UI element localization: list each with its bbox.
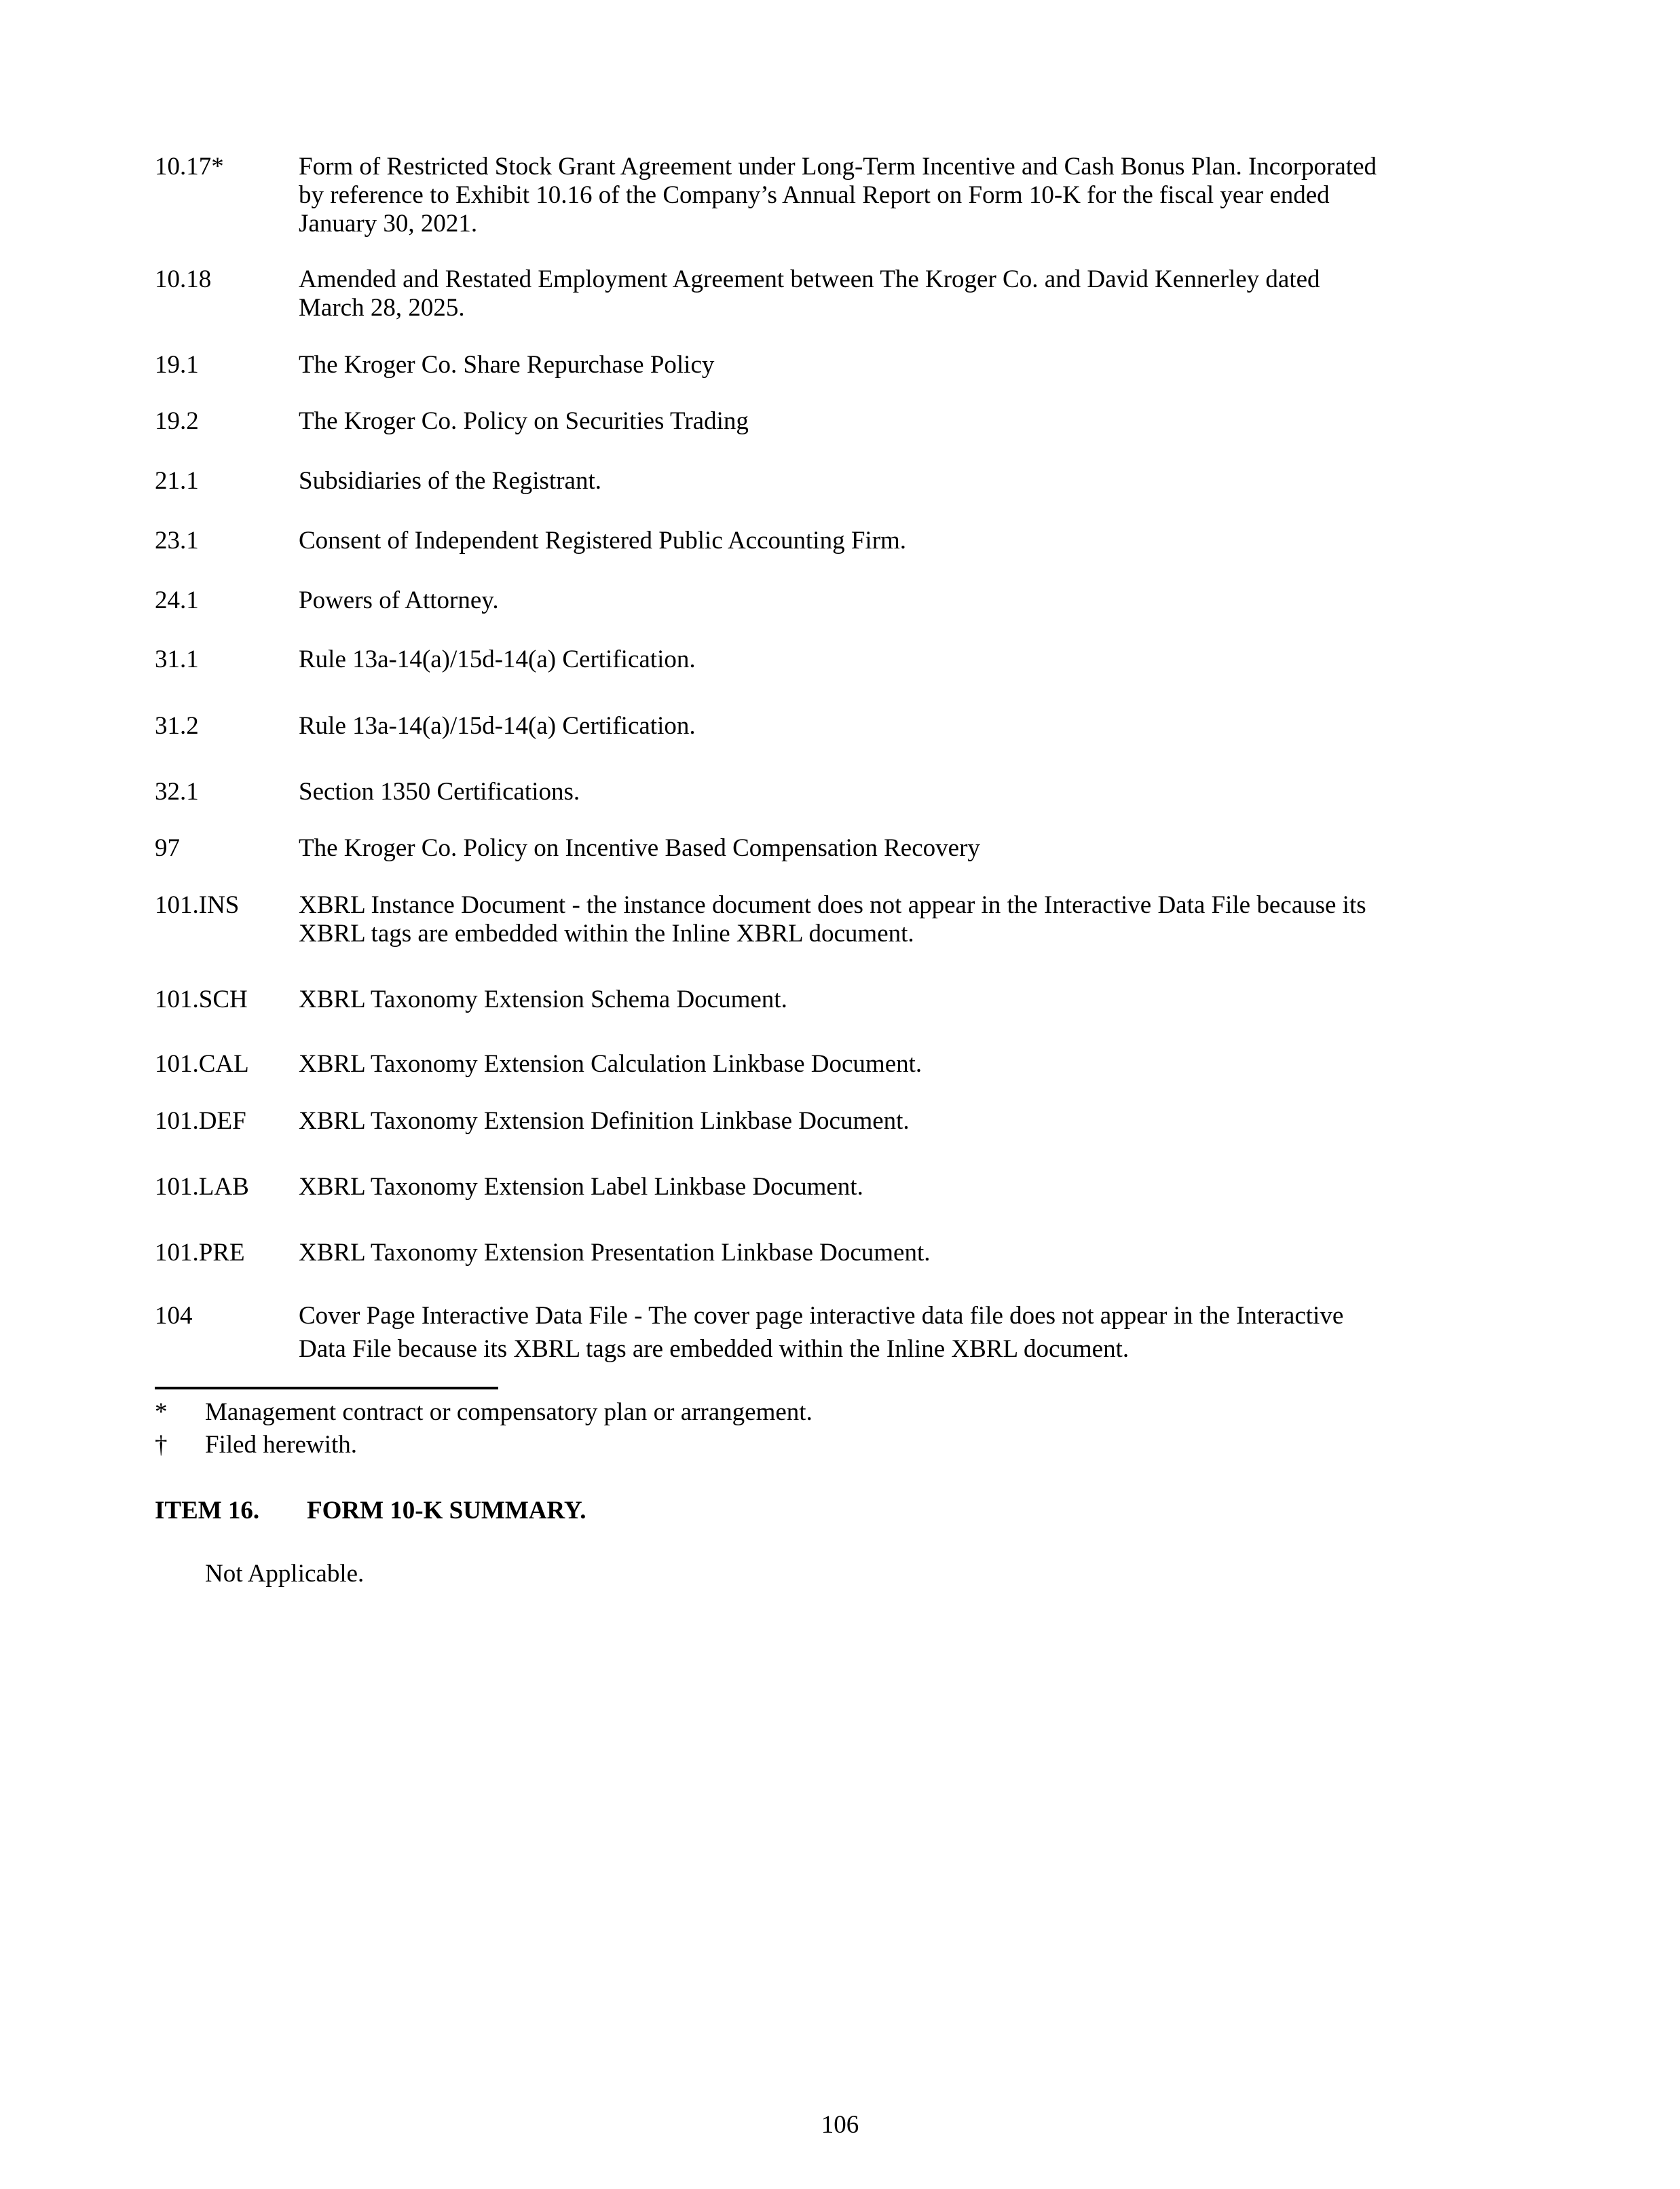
item-label: ITEM 16.: [155, 1497, 260, 1524]
description-line: Data File because its XBRL tags are embedded within the Inline XBRL document.: [299, 1335, 1130, 1363]
exhibit-number: 23.1: [155, 527, 199, 555]
exhibit-number: 97: [155, 834, 180, 862]
exhibit-description: [299, 1302, 1546, 1364]
footnote-symbol: †: [155, 1431, 168, 1459]
description-line: XBRL tags are embedded within the Inline XBRL document.: [299, 920, 914, 948]
exhibit-number: 24.1: [155, 586, 199, 614]
exhibit-number: 101.INS: [155, 891, 240, 919]
exhibit-description: [299, 891, 1546, 948]
exhibit-number: 101.SCH: [155, 986, 248, 1013]
exhibit-description: Rule 13a-14(a)/15d-14(a) Certification.: [299, 712, 696, 740]
exhibit-number: 19.2: [155, 407, 199, 435]
exhibit-description: XBRL Taxonomy Extension Definition Linkbase Document.: [299, 1107, 910, 1135]
exhibit-description: The Kroger Co. Policy on Incentive Based Compensation Recovery: [299, 834, 980, 862]
exhibit-number: 19.1: [155, 351, 199, 379]
description-line: January 30, 2021.: [299, 210, 478, 238]
exhibit-number: 21.1: [155, 467, 199, 495]
description-line: Amended and Restated Employment Agreement between The Kroger Co. and David Kennerley dated: [299, 265, 1320, 293]
footnote-divider: [155, 1387, 498, 1389]
exhibit-number: 101.PRE: [155, 1239, 245, 1267]
exhibit-number: 101.DEF: [155, 1107, 246, 1135]
exhibit-description: XBRL Taxonomy Extension Calculation Linkbase Document.: [299, 1050, 922, 1078]
exhibit-description: XBRL Taxonomy Extension Label Linkbase Document.: [299, 1173, 863, 1201]
exhibit-number: 31.2: [155, 712, 199, 740]
exhibit-description: Consent of Independent Registered Public Accounting Firm.: [299, 527, 907, 555]
description-line: Cover Page Interactive Data File - The cover page interactive data file does not appear in the Interactive: [299, 1302, 1344, 1330]
description-line: March 28, 2025.: [299, 294, 465, 322]
item-body: Not Applicable.: [205, 1560, 365, 1588]
footnote-text: Filed herewith.: [205, 1431, 358, 1459]
exhibit-number: 10.18: [155, 265, 212, 293]
item-heading: [155, 1497, 586, 1525]
exhibit-description: [299, 265, 1546, 322]
exhibit-number: 104: [155, 1302, 193, 1330]
description-line: Form of Restricted Stock Grant Agreement under Long-Term Incentive and Cash Bonus Plan. Incorporated: [299, 153, 1377, 181]
exhibit-description: The Kroger Co. Policy on Securities Trading: [299, 407, 749, 435]
exhibit-number: 101.LAB: [155, 1173, 249, 1201]
exhibit-description: Rule 13a-14(a)/15d-14(a) Certification.: [299, 646, 696, 673]
exhibit-description: The Kroger Co. Share Repurchase Policy: [299, 351, 715, 379]
exhibit-description: Subsidiaries of the Registrant.: [299, 467, 601, 495]
footnote-text: Management contract or compensatory plan or arrangement.: [205, 1398, 813, 1426]
description-line: by reference to Exhibit 10.16 of the Company’s Annual Report on Form 10-K for the fiscal year ended: [299, 181, 1330, 209]
exhibit-number: 10.17*: [155, 153, 224, 181]
description-line: XBRL Instance Document - the instance document does not appear in the Interactive Data File because its: [299, 891, 1366, 919]
page-number: 106: [821, 2111, 859, 2139]
exhibit-description: Powers of Attorney.: [299, 586, 499, 614]
exhibit-number: 32.1: [155, 778, 199, 806]
exhibit-description: [299, 153, 1546, 238]
footnote-symbol: *: [155, 1398, 168, 1426]
item-title: FORM 10-K SUMMARY.: [307, 1497, 586, 1524]
exhibit-description: XBRL Taxonomy Extension Schema Document.: [299, 986, 787, 1013]
exhibit-number: 31.1: [155, 646, 199, 673]
exhibit-description: XBRL Taxonomy Extension Presentation Linkbase Document.: [299, 1239, 931, 1267]
exhibit-description: Section 1350 Certifications.: [299, 778, 580, 806]
exhibit-number: 101.CAL: [155, 1050, 249, 1078]
